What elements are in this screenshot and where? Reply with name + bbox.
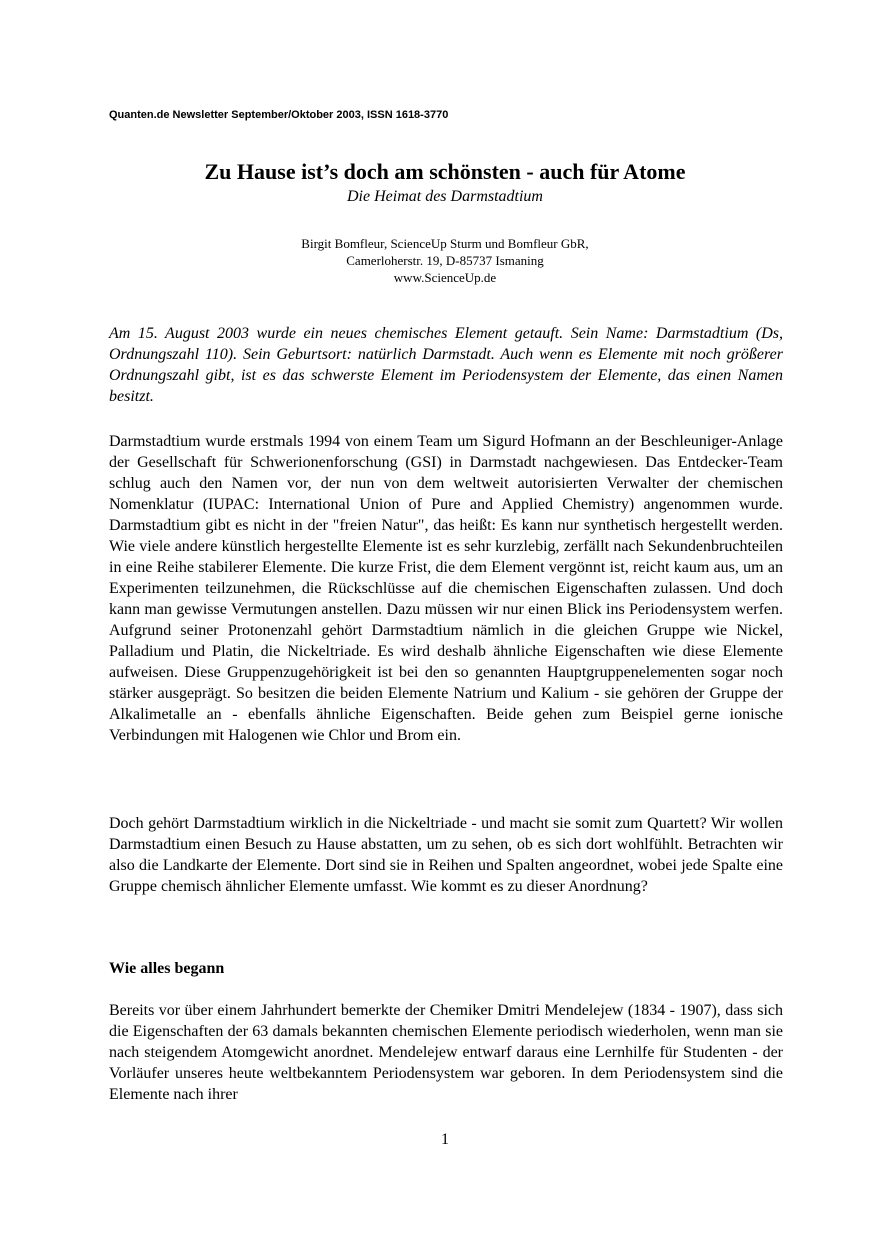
- author-line-website: www.ScienceUp.de: [393, 270, 497, 285]
- newsletter-header: Quanten.de Newsletter September/Oktober 2003, ISSN 1618-3770: [109, 109, 449, 121]
- article-title: Zu Hause ist’s doch am schönsten - auch für Atome: [204, 159, 686, 184]
- page-number: 1: [441, 1131, 449, 1148]
- body-paragraph-2: Doch gehört Darmstadtium wirklich in die Nickeltriade - und macht sie somit zum Quartett? Wir wollen Darmstadtium einen Besuch zu Hause abstatten, um zu sehen, ob es sich dort wohlfühlt. Betrachten wir also die Landkarte der Elemente. Dort sind sie in Reihen und Spalten angeordnet, wobei jede Spalte eine Gruppe chemisch ähnlicher Elemente umfasst. Wie kommt es zu dieser Anordnung?: [109, 815, 783, 895]
- lead-paragraph: Am 15. August 2003 wurde ein neues chemisches Element getauft. Sein Name: Darmstadtium (Ds, Ordnungszahl 110). Sein Geburtsort: natürlich Darmstadt. Auch wenn es Elemente mit noch größerer Ordnungszahl gibt, ist es das schwerste Element im Periodensystem der Elemente, das einen Namen besitzt.: [109, 325, 783, 405]
- body-paragraph-3: Bereits vor über einem Jahrhundert bemerkte der Chemiker Dmitri Mendelejew (1834 - 1907), dass sich die Eigenschaften der 63 damals bekannten chemischen Elemente periodisch wiederholen, wenn man sie nach steigendem Atomgewicht anordnet. Mendelejew entwarf daraus eine Lernhilfe für Studenten - der Vorläufer unseres heute weltbekanntem Periodensystem war geboren. In dem Periodensystem sind die Elemente nach ihrer: [109, 1002, 783, 1103]
- section-heading: Wie alles begann: [109, 960, 225, 977]
- article-subtitle: Die Heimat des Darmstadtium: [347, 188, 543, 205]
- author-line-address: Camerloherstr. 19, D-85737 Ismaning: [346, 253, 544, 268]
- author-block: [0, 235, 890, 286]
- body-paragraph-1: Darmstadtium wurde erstmals 1994 von einem Team um Sigurd Hofmann an der Beschleuniger-Anlage der Gesellschaft für Schwerionenforschung (GSI) in Darmstadt nachgewiesen. Das Entdecker-Team schlug auch den Namen vor, der nun von dem weltweit autorisierten Verwalter der chemischen Nomenklatur (IUPAC: International Union of Pure and Applied Chemistry) angenommen wurde. Darmstadtium gibt es nicht in der "freien Natur", das heißt: Es kann nur synthetisch hergestellt werden. Wie viele andere künstlich hergestellte Elemente ist es sehr kurzlebig, zerfällt nach Sekundenbruchteilen in eine Reihe stabilerer Elemente. Die kurze Frist, die dem Element vergönnt ist, reicht kaum aus, um an Experimenten teilzunehmen, die Rückschlüsse auf die chemischen Eigenschaften zulassen. Und doch kann man gewisse Vermutungen anstellen. Dazu müssen wir nur einen Blick ins Periodensystem werfen. Aufgrund seiner Protonenzahl gehört Darmstadtium nämlich in die gleichen Gruppe wie Nickel, Palladium und Platin, die Nickeltriade. Es wird deshalb ähnliche Eigenschaften wie diese Elemente aufweisen. Diese Gruppenzugehörigkeit ist bei den so genannten Hauptgruppenelementen sogar noch stärker ausgeprägt. So besitzen die beiden Elemente Natrium und Kalium - sie gehören der Gruppe der Alkalimetalle an - ebenfalls ähnliche Eigenschaften. Beide gehen zum Beispiel gerne ionische Verbindungen mit Halogenen wie Chlor und Brom ein.: [109, 433, 783, 744]
- author-line-name: Birgit Bomfleur, ScienceUp Sturm und Bomfleur GbR,: [301, 236, 589, 251]
